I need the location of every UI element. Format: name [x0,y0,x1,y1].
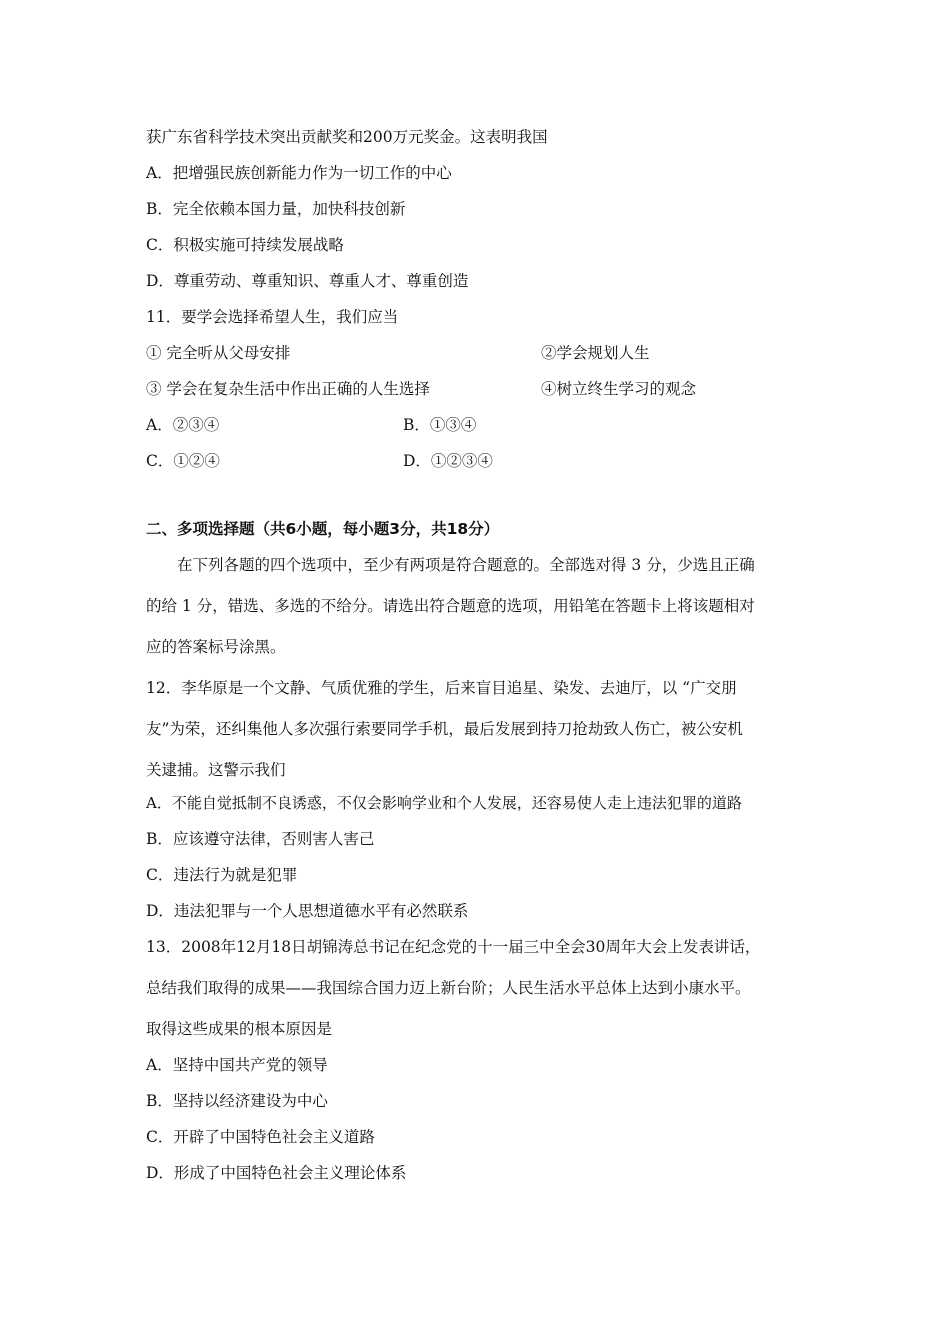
q12-stem-line1: 12．李华原是一个文静、气质优雅的学生，后来盲目追星、染发、去迪厅，以 “广交朋 [146,679,737,697]
q12-option-d: D．违法犯罪与一个人思想道德水平有必然联系 [146,902,469,920]
q13-option-d: D．形成了中国特色社会主义理论体系 [146,1164,407,1182]
q10-option-d: D．尊重劳动、尊重知识、尊重人才、尊重创造 [146,272,469,290]
q13-stem-line3: 取得这些成果的根本原因是 [146,1020,333,1038]
q10-option-c: C．积极实施可持续发展战略 [146,236,344,254]
q11-option-d: D．①②③④ [403,452,493,470]
q12-option-b: B．应该遵守法律，否则害人害己 [146,830,375,848]
q12-stem-line2: 友”为荣，还纠集他人多次强行索要同学手机，最后发展到持刀抢劫致人伤亡，被公安机 [146,720,743,738]
q11-option-b: B．①③④ [403,416,477,434]
section2-instructions-line3: 应的答案标号涂黑。 [146,638,286,656]
q11-item-3: ③ 学会在复杂生活中作出正确的人生选择 [146,380,430,398]
q13-stem-line2: 总结我们取得的成果——我国综合国力迈上新台阶；人民生活水平总体上达到小康水平。 [146,979,751,997]
q12-option-c: C．违法行为就是犯罪 [146,866,298,884]
q12-stem-line3: 关逮捕。这警示我们 [146,761,286,779]
q13-option-a: A．坚持中国共产党的领导 [146,1056,328,1074]
q10-option-b: B．完全依赖本国力量，加快科技创新 [146,200,406,218]
q11-item-4: ④树立终生学习的观念 [541,380,697,398]
section2-instructions-line2: 的给 1 分，错选、多选的不给分。请选出符合题意的选项，用铅笔在答题卡上将该题相对 [146,597,755,615]
q11-stem: 11．要学会选择希望人生，我们应当 [146,308,399,326]
q12-option-a: A．不能自觉抵制不良诱惑，不仅会影响学业和个人发展，还容易使人走上违法犯罪的道路 [146,794,742,812]
q13-stem-line1: 13．2008年12月18日胡锦涛总书记在纪念党的十一届三中全会30周年大会上发表讲话， [146,938,761,956]
q10-stem-tail: 获广东省科学技术突出贡献奖和200万元奖金。这表明我国 [146,128,548,146]
q13-option-b: B．坚持以经济建设为中心 [146,1092,328,1110]
q13-option-c: C．开辟了中国特色社会主义道路 [146,1128,375,1146]
q11-item-1: ① 完全听从父母安排 [146,344,291,362]
q11-option-c: C．①②④ [146,452,220,470]
q11-option-a: A．②③④ [146,416,220,434]
q11-item-2: ②学会规划人生 [541,344,650,362]
section2-heading: 二、多项选择题（共6小题，每小题3分，共18分） [146,520,500,538]
section2-instructions-line1: 在下列各题的四个选项中，至少有两项是符合题意的。全部选对得 3 分，少选且正确 [177,556,755,574]
q10-option-a: A．把增强民族创新能力作为一切工作的中心 [146,164,452,182]
